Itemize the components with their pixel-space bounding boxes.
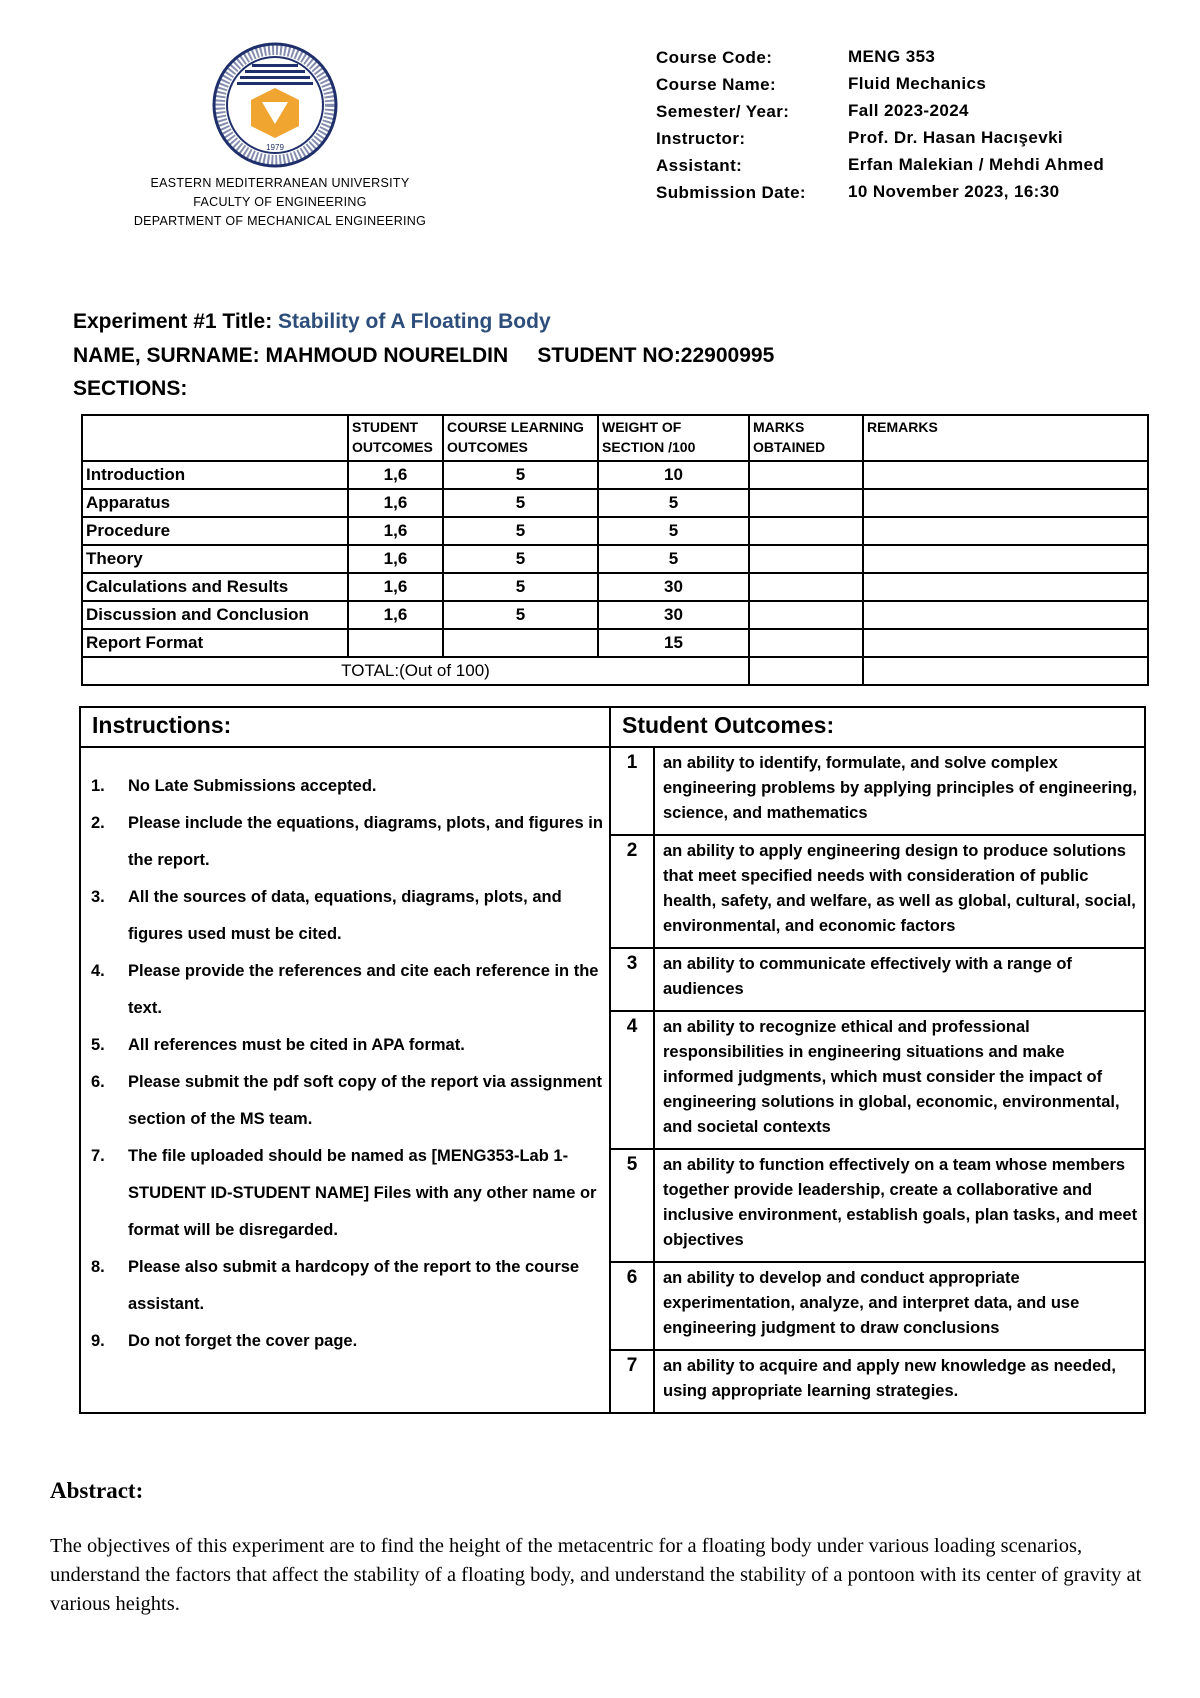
faculty-name: FACULTY OF ENGINEERING (193, 195, 367, 209)
svg-text:1979: 1979 (266, 143, 284, 152)
marks-cell (749, 573, 863, 601)
course-name-row: Course Name: Fluid Mechanics (656, 74, 987, 94)
sections-label: SECTIONS: (73, 377, 188, 400)
table-row: Theory 1,6 5 5 (82, 545, 1148, 573)
remarks-cell (863, 573, 1148, 601)
outcome-row: 2 an ability to apply engineering design to produce solutions that meet specified needs with consideration of public health, safety, and welfare, as well as global, cultural, social, environmental, and economic factors (611, 835, 1144, 948)
outcome-row: 5 an ability to function effectively on a team whose members together provide leadership, create a collaborative and inclusive environment, establish goals, plan tasks, and meet objectives (611, 1149, 1144, 1262)
instructions-heading: Instructions: (80, 707, 610, 747)
remarks-cell (863, 517, 1148, 545)
student-name-line: NAME, SURNAME: MAHMOUD NOURELDIN STUDENT NO:22900995 (73, 344, 775, 367)
course-code-row: Course Code: MENG 353 (656, 47, 936, 67)
university-logo (212, 42, 338, 168)
outcome-row: 1 an ability to identify, formulate, and solve complex engineering problems by applying principles of engineering, science, and mathematics (611, 748, 1144, 835)
header-cell: WEIGHT OF SECTION /100 (598, 415, 749, 461)
outcome-row: 4 an ability to recognize ethical and professional responsibilities in engineering situations and make informed judgments, which must consider the impact of engineering solutions in global, economic, environmental, and societal contexts (611, 1011, 1144, 1149)
remarks-cell (863, 601, 1148, 629)
table-row: Apparatus 1,6 5 5 (82, 489, 1148, 517)
list-item: 1. No Late Submissions accepted. (91, 777, 377, 795)
marks-cell (749, 461, 863, 489)
student-outcomes-list (611, 748, 1144, 1412)
list-item: 8. Please also submit a hardcopy of the report to the course assistant. (91, 1258, 580, 1313)
list-item: 5. All references must be cited in APA format. (91, 1036, 465, 1054)
department-name: DEPARTMENT OF MECHANICAL ENGINEERING (133, 214, 427, 228)
outcome-row: 3 an ability to communicate effectively with a range of audiences (611, 948, 1144, 1011)
marks-cell (749, 629, 863, 657)
list-item: 3. All the sources of data, equations, diagrams, plots, and figures used must be cited. (91, 888, 562, 943)
university-name-block (100, 174, 460, 231)
course-info (656, 44, 1108, 206)
instructor-row: Instructor: Prof. Dr. Hasan Hacışevki (656, 128, 1064, 148)
header-cell: COURSE LEARNING OUTCOMES (443, 415, 598, 461)
abstract-heading: Abstract: (50, 1478, 144, 1503)
student-outcomes-cell (610, 747, 1145, 1413)
outcome-row: 7 an ability to acquire and apply new knowledge as needed, using appropriate learning strategies. (611, 1350, 1144, 1412)
list-item: 9. Do not forget the cover page. (91, 1332, 358, 1350)
list-item: 4. Please provide the references and cite each reference in the text. (91, 962, 599, 1017)
header-cell: STUDENT OUTCOMES (348, 415, 443, 461)
remarks-cell (863, 545, 1148, 573)
total-label: TOTAL:(Out of 100) (82, 657, 749, 685)
marks-cell (749, 517, 863, 545)
grading-table-header (82, 415, 1148, 461)
table-row: Procedure 1,6 5 5 (82, 517, 1148, 545)
outcome-row: 6 an ability to develop and conduct appropriate experimentation, analyze, and interpret data, and use engineering judgment to draw conclusions (611, 1262, 1144, 1350)
table-row: Calculations and Results 1,6 5 30 (82, 573, 1148, 601)
total-row (82, 657, 1148, 685)
table-row: Discussion and Conclusion 1,6 5 30 (82, 601, 1148, 629)
assistant-row: Assistant: Erfan Malekian / Mehdi Ahmed (656, 155, 1105, 175)
abstract-text: The objectives of this experiment are to find the height of the metacentric for a floating body under various loading scenarios, understand the factors that affect the stability of a floating body, and understand the stability of a pontoon with its center of gravity at various heights. (50, 1535, 1142, 1615)
marks-cell (749, 545, 863, 573)
total-marks-cell (749, 657, 863, 685)
instructions-list (81, 748, 609, 1360)
table-row: Introduction 1,6 5 10 (82, 461, 1148, 489)
list-item: 2. Please include the equations, diagrams, plots, and figures in the report. (91, 814, 603, 869)
list-item: 7. The file uploaded should be named as [MENG353-Lab 1-STUDENT ID-STUDENT NAME] Files with any other name or format will be disregarded. (91, 1147, 597, 1239)
marks-cell (749, 489, 863, 517)
header-cell: REMARKS (863, 415, 1148, 461)
remarks-cell (863, 489, 1148, 517)
experiment-title-text: Stability of A Floating Body (278, 310, 551, 333)
submission-date-row: Submission Date: 10 November 2023, 16:30 (656, 182, 1060, 202)
remarks-cell (863, 629, 1148, 657)
grading-table (81, 414, 1149, 686)
semester-row: Semester/ Year: Fall 2023-2024 (656, 101, 969, 121)
total-remarks-cell (863, 657, 1148, 685)
instructions-list-cell (80, 747, 610, 1413)
student-outcomes-heading: Student Outcomes: (610, 707, 1145, 747)
list-item: 6. Please submit the pdf soft copy of the report via assignment section of the MS team. (91, 1073, 603, 1128)
university-name: EASTERN MEDITERRANEAN UNIVERSITY (150, 176, 410, 190)
experiment-title: Experiment #1 Title: Stability of A Floating Body (73, 310, 551, 333)
marks-cell (749, 601, 863, 629)
header-cell: MARKS OBTAINED (749, 415, 863, 461)
instructions-outcomes-table (79, 706, 1146, 1414)
table-row: Report Format 15 (82, 629, 1148, 657)
header-cell (82, 415, 348, 461)
remarks-cell (863, 461, 1148, 489)
